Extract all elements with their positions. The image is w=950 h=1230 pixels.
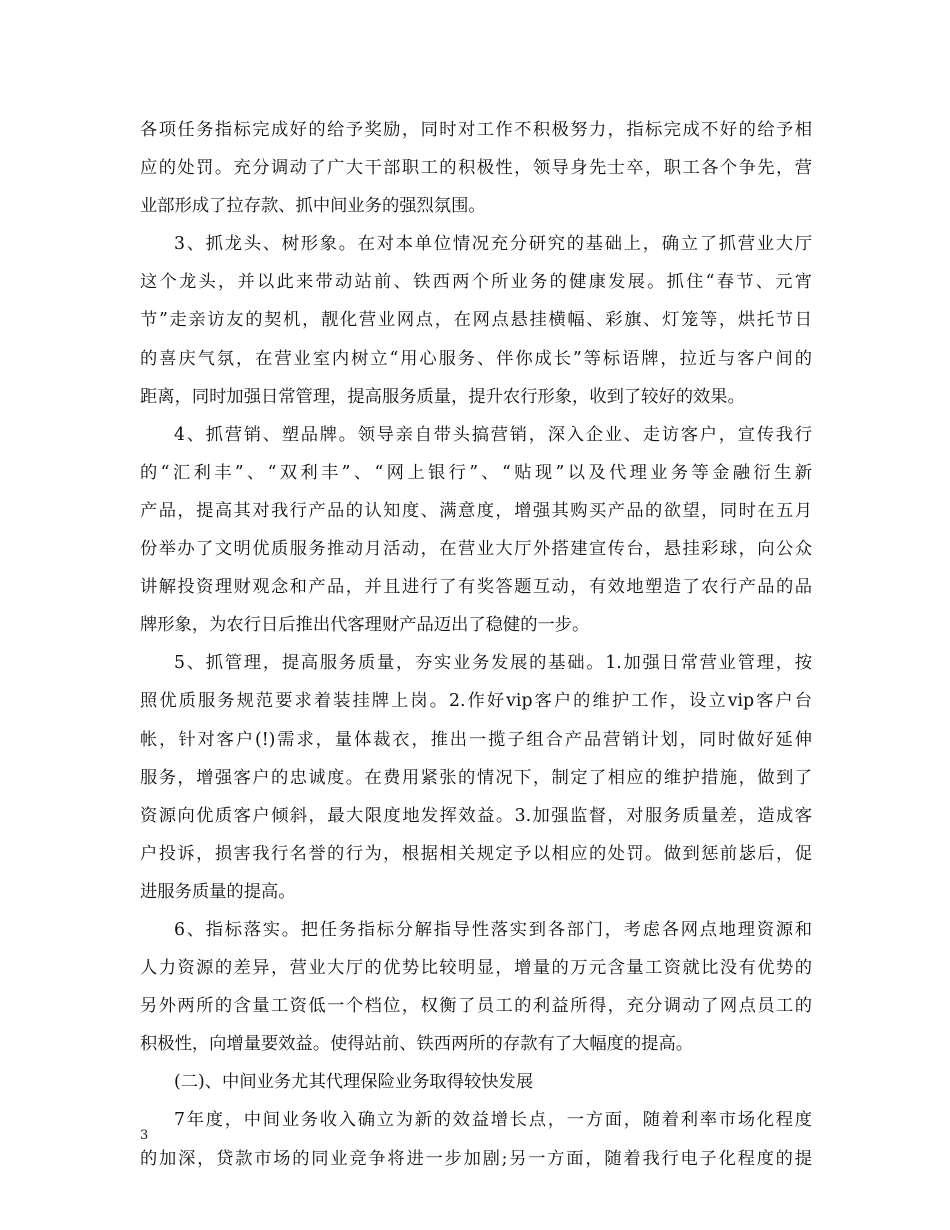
text-line: 资源向优质客户倾斜，最大限度地发挥效益。3.加强监督，对服务质量差，造成客 xyxy=(140,805,812,826)
text-line: 业部形成了拉存款、抓中间业务的强烈氛围。 xyxy=(140,196,486,217)
text-line: 照优质服务规范要求着装挂牌上岗。2.作好vip客户的维护工作，设立vip客户台 xyxy=(140,691,812,712)
text-line: 份举办了文明优质服务推动月活动，在营业大厅外搭建宣传台，悬挂彩球，向公众 xyxy=(140,539,812,560)
text-line: 讲解投资理财观念和产品，并且进行了有奖答题互动，有效地塑造了农行产品的品 xyxy=(140,577,812,598)
text-line: 4、抓营销、塑品牌。领导亲自带头搞营销，深入企业、走访客户，宣传我行 xyxy=(174,424,812,445)
text-line: 的喜庆气氛，在营业室内树立“用心服务、伴你成长”等标语牌，拉近与客户间的 xyxy=(140,348,812,369)
text-line: 节”走亲访友的契机，靓化营业网点，在网点悬挂横幅、彩旗、灯笼等，烘托节日 xyxy=(140,310,812,331)
text-line: 各项任务指标完成好的给予奖励，同时对工作不积极努力，指标完成不好的给予相 xyxy=(140,120,812,140)
text-line: 进服务质量的提高。 xyxy=(140,881,296,902)
text-line: 服务，增强客户的忠诚度。在费用紧张的情况下，制定了相应的维护措施，做到了 xyxy=(140,767,812,788)
text-line: 户投诉，损害我行名誉的行为，根据相关规定予以相应的处罚。做到惩前毖后，促 xyxy=(140,843,812,864)
text-line: 5、抓管理，提高服务质量，夯实业务发展的基础。1.加强日常营业管理，按 xyxy=(174,653,812,674)
text-line: 距离，同时加强日常管理，提高服务质量，提升农行形象，收到了较好的效果。 xyxy=(140,386,745,407)
text-line: 积极性，向增量要效益。使得站前、铁西两所的存款有了大幅度的提高。 xyxy=(140,1034,694,1055)
body-text xyxy=(140,111,812,1178)
text-line: 另外两所的含量工资低一个档位，权衡了员工的利益所得，充分调动了网点员工的 xyxy=(140,996,812,1017)
text-line: 的加深，贷款市场的同业竞争将进一步加剧;另一方面，随着我行电子化程度的提 xyxy=(140,1148,812,1169)
text-line: 牌形象，为农行日后推出代客理财产品迈出了稳健的一步。 xyxy=(140,615,590,636)
text-line: (二)、中间业务尤其代理保险业务取得较快发展 xyxy=(174,1072,534,1093)
text-line: 产品，提高其对我行产品的认知度、满意度，增强其购买产品的欲望，同时在五月 xyxy=(140,500,812,521)
text-line: 应的处罚。充分调动了广大干部职工的积极性，领导身先士卒，职工各个争先，营 xyxy=(140,158,812,179)
page-number: 3 xyxy=(140,1128,149,1143)
text-line: 人力资源的差异，营业大厅的优势比较明显，增量的万元含量工资就比没有优势的 xyxy=(140,958,812,979)
text-line: 这个龙头，并以此来带动站前、铁西两个所业务的健康发展。抓住“春节、元宵 xyxy=(140,272,812,293)
text-line: 3、抓龙头、树形象。在对本单位情况充分研究的基础上，确立了抓营业大厅 xyxy=(174,234,812,255)
text-line: 的“汇利丰”、“双利丰”、“网上银行”、“贴现”以及代理业务等金融衍生新 xyxy=(140,462,812,483)
text-line: 6、指标落实。把任务指标分解指导性落实到各部门，考虑各网点地理资源和 xyxy=(174,919,812,940)
text-line: 帐，针对客户(!)需求，量体裁衣，推出一揽子组合产品营销计划，同时做好延伸 xyxy=(140,729,812,750)
text-line: 7年度，中间业务收入确立为新的效益增长点，一方面，随着利率市场化程度 xyxy=(174,1110,812,1131)
